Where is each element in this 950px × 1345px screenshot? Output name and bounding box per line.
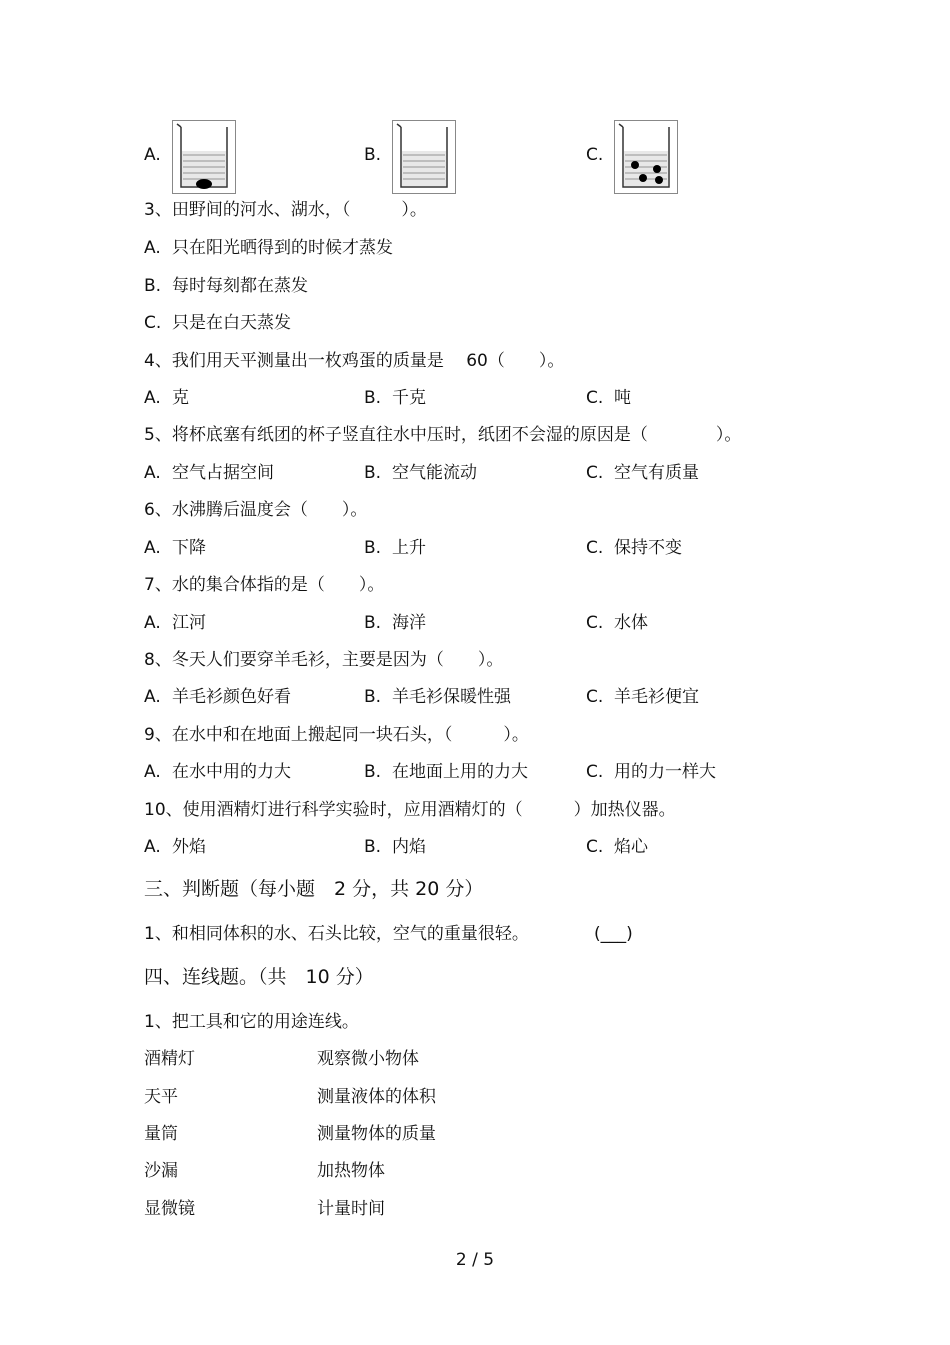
question-8-stem: 8、冬天人们要穿羊毛衫，主要是因为（ ）。: [144, 650, 504, 670]
question-10-option-c: C. 焰心: [586, 837, 648, 857]
question-9-option-a: A. 在水中用的力大: [144, 762, 291, 782]
question-10-option-a: A. 外焰: [144, 837, 206, 857]
question-9-stem: 9、在水中和在地面上搬起同一块石头，（ ）。: [144, 725, 529, 745]
beaker-option-c-label: C.: [586, 145, 604, 165]
matching-question-1: 1、把工具和它的用途连线。: [144, 1012, 359, 1032]
question-4-option-c: C. 吨: [586, 388, 631, 408]
judgement-answer-blank[interactable]: (___): [594, 924, 633, 944]
matching-tool: 沙漏: [144, 1161, 178, 1181]
question-10-option-b: B. 内焰: [364, 837, 426, 857]
question-6-option-c: C. 保持不变: [586, 538, 682, 558]
question-8-option-b: B. 羊毛衫保暖性强: [364, 687, 511, 707]
page-number: 2 / 5: [455, 1250, 495, 1270]
section-4-heading: 四、连线题。（共 10 分）: [144, 966, 374, 988]
beaker-c-image: [614, 120, 678, 194]
matching-tool: 显微镜: [144, 1199, 195, 1219]
question-3-stem: 3、田野间的河水、湖水，（ ）。: [144, 200, 427, 220]
question-8-option-a: A. 羊毛衫颜色好看: [144, 687, 291, 707]
question-7-option-b: B. 海洋: [364, 613, 426, 633]
question-4-option-a: A. 克: [144, 388, 189, 408]
question-3-option-b: B. 每时每刻都在蒸发: [144, 276, 308, 296]
question-8-option-c: C. 羊毛衫便宜: [586, 687, 699, 707]
question-3-option-a: A. 只在阳光晒得到的时候才蒸发: [144, 238, 393, 258]
beaker-a-image: [172, 120, 236, 194]
matching-tool: 天平: [144, 1087, 178, 1107]
matching-tool: 量筒: [144, 1124, 178, 1144]
question-9-option-c: C. 用的力一样大: [586, 762, 716, 782]
matching-use: 计量时间: [317, 1199, 385, 1219]
question-4-stem: 4、我们用天平测量出一枚鸡蛋的质量是 60（ ）。: [144, 351, 565, 371]
question-7-stem: 7、水的集合体指的是（ ）。: [144, 575, 385, 595]
section-3-heading: 三、判断题（每小题 2 分，共 20 分）: [144, 878, 484, 900]
beaker-option-a-label: A.: [144, 145, 161, 165]
question-5-option-a: A. 空气占据空间: [144, 463, 274, 483]
question-9-option-b: B. 在地面上用的力大: [364, 762, 528, 782]
question-6-stem: 6、水沸腾后温度会（ ）。: [144, 500, 368, 520]
matching-tool: 酒精灯: [144, 1049, 195, 1069]
judgement-question-1: 1、和相同体积的水、石头比较，空气的重量很轻。: [144, 924, 529, 944]
matching-use: 观察微小物体: [317, 1049, 419, 1069]
matching-use: 测量物体的质量: [317, 1124, 436, 1144]
beaker-option-b-label: B.: [364, 145, 382, 165]
question-5-option-c: C. 空气有质量: [586, 463, 699, 483]
beaker-b-image: [392, 120, 456, 194]
question-3-option-c: C. 只是在白天蒸发: [144, 313, 291, 333]
question-6-option-b: B. 上升: [364, 538, 426, 558]
question-4-option-b: B. 千克: [364, 388, 426, 408]
question-5-stem: 5、将杯底塞有纸团的杯子竖直往水中压时，纸团不会湿的原因是（ ）。: [144, 425, 742, 445]
question-10-stem: 10、使用酒精灯进行科学实验时，应用酒精灯的（ ）加热仪器。: [144, 800, 676, 820]
matching-use: 加热物体: [317, 1161, 385, 1181]
question-7-option-a: A. 江河: [144, 613, 206, 633]
question-5-option-b: B. 空气能流动: [364, 463, 477, 483]
matching-use: 测量液体的体积: [317, 1087, 436, 1107]
question-7-option-c: C. 水体: [586, 613, 648, 633]
question-6-option-a: A. 下降: [144, 538, 206, 558]
